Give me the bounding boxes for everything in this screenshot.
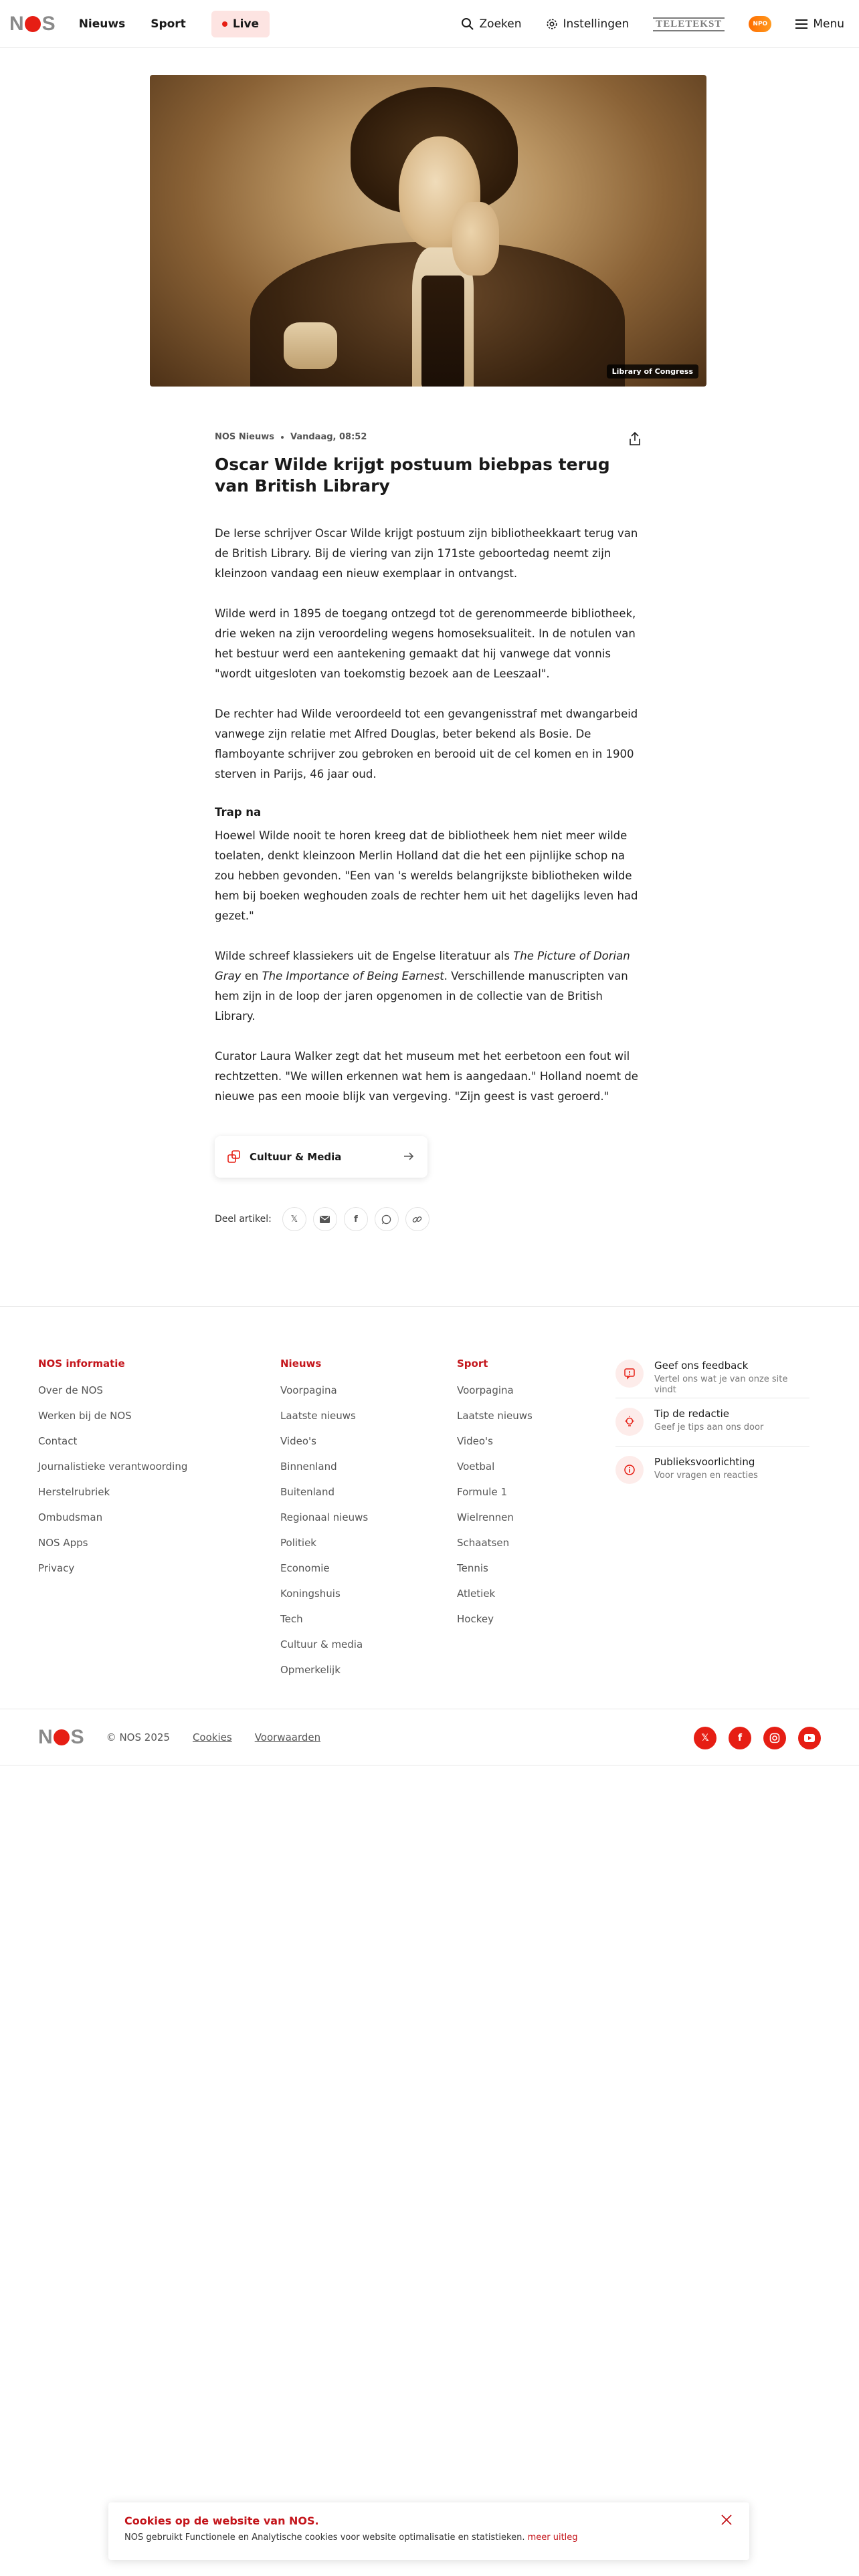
topic-label: Cultuur & Media — [250, 1151, 342, 1163]
site-header — [0, 0, 859, 48]
share-facebook-button[interactable] — [344, 1207, 368, 1231]
article-source: NOS Nieuws — [215, 432, 274, 442]
footer-bottom-bar — [0, 1709, 859, 1765]
menu-button[interactable] — [795, 17, 844, 31]
footer-link[interactable]: Video's — [280, 1435, 316, 1447]
feedback-link[interactable] — [615, 1350, 809, 1398]
article-subheading: Trap na — [215, 806, 262, 819]
book-title-1: The Picture of Dorian Gray — [215, 950, 630, 982]
footer-nos-logo[interactable]: N S — [38, 1725, 84, 1748]
footer-link[interactable]: Video's — [457, 1435, 493, 1447]
footer-link[interactable]: NOS Apps — [38, 1537, 88, 1549]
article-time: Vandaag, 08:52 — [290, 432, 367, 442]
footer-link[interactable]: Schaatsen — [457, 1537, 510, 1549]
footer-link[interactable]: Voetbal — [457, 1461, 495, 1473]
share-icon[interactable] — [627, 431, 643, 447]
share-whatsapp-button[interactable] — [375, 1207, 399, 1231]
topic-card[interactable] — [215, 1136, 427, 1178]
x-icon: 𝕏 — [290, 1214, 298, 1224]
social-links — [694, 1727, 821, 1749]
live-dot-icon — [222, 21, 227, 27]
mail-icon — [320, 1216, 330, 1223]
footer-link[interactable]: Voorpagina — [280, 1384, 337, 1396]
cookie-banner — [108, 2502, 749, 2560]
menu-label: Menu — [813, 17, 844, 31]
footer-box-subtitle: Vertel ons wat je van onze site vindt — [654, 1374, 788, 1395]
info-icon — [615, 1456, 644, 1484]
share-label: Deel artikel: — [215, 1214, 272, 1224]
footer-col-nos-info — [38, 1358, 187, 1581]
settings-button[interactable] — [546, 17, 630, 31]
hero-cuff — [284, 322, 337, 369]
footer-link[interactable]: Herstelrubriek — [38, 1486, 110, 1498]
footer-box-subtitle: Voor vragen en reacties — [654, 1471, 758, 1481]
hero-image — [150, 75, 706, 387]
hero-hand — [452, 202, 499, 276]
main-nav — [79, 11, 270, 37]
article-body — [215, 524, 643, 1107]
arrow-right-icon — [402, 1150, 415, 1163]
footer-box-subtitle: Geef je tips aan ons door — [654, 1422, 764, 1432]
paragraph-2: Wilde werd in 1895 de toegang ontzegd tot de gerenommeerde bibliotheek, drie weken na zijn veroordeling wegens homoseksualiteit. In de notulen van het bestuur werd een aantekening gemaakt dat hij vanwege dat vonnis "wordt uitgesloten van toekomstig bezoek aan de Leeszaal". — [215, 607, 636, 680]
image-credit: Library of Congress — [607, 364, 698, 379]
link-icon — [412, 1214, 422, 1224]
whatsapp-icon — [381, 1214, 391, 1224]
nav-nieuws[interactable]: Nieuws — [78, 17, 126, 31]
paragraph-3: De rechter had Wilde veroordeeld tot een gevangenisstraf met dwangarbeid vanwege zijn relatie met Alfred Douglas, beter bekend als Bosie. De flamboyante schrijver zou gebroken en berooid uit de cel komen en in 1900 sterven in Parijs, 46 jaar oud. — [215, 708, 638, 780]
article-title: Oscar Wilde krijgt postuum biebpas terug van British Library — [215, 455, 610, 496]
info-link[interactable] — [615, 1446, 809, 1495]
footer-box-title: Tip de redactie — [654, 1408, 729, 1420]
footer-col-sport — [457, 1358, 533, 1632]
facebook-social-icon[interactable]: f — [729, 1727, 751, 1749]
copyright: © NOS 2025 — [106, 1731, 170, 1743]
search-icon — [461, 17, 474, 31]
footer-link[interactable]: Koningshuis — [280, 1588, 341, 1600]
footer-box-title: Geef ons feedback — [654, 1360, 749, 1372]
site-footer — [0, 1306, 859, 1676]
paragraph-5-text-c: . Verschillende manuscripten van hem zijn in de loop der jaren opgenomen in de collectie van de British Library. — [215, 970, 628, 1023]
footer-link[interactable]: Regionaal nieuws — [280, 1511, 369, 1523]
culture-icon — [227, 1150, 242, 1164]
paragraph-5-text-a: Wilde schreef klassiekers uit de Engelse literatuur als — [215, 950, 514, 962]
footer-link[interactable]: Opmerkelijk — [280, 1664, 341, 1676]
footer-link[interactable]: Politiek — [280, 1537, 316, 1549]
footer-link[interactable]: Ombudsman — [38, 1511, 103, 1523]
footer-box-title: Publieksvoorlichting — [654, 1456, 755, 1468]
gear-icon — [546, 18, 558, 30]
share-row — [215, 1207, 643, 1231]
facebook-icon: f — [354, 1214, 358, 1224]
footer-link[interactable]: Binnenland — [280, 1461, 337, 1473]
footer-col-title: Sport — [457, 1358, 488, 1370]
header-tools — [461, 0, 844, 48]
footer-col-title: NOS informatie — [38, 1358, 125, 1370]
footer-link[interactable]: Atletiek — [457, 1588, 496, 1600]
footer-link[interactable]: Journalistieke verantwoording — [38, 1461, 188, 1473]
article — [215, 432, 643, 1231]
footer-link[interactable]: Formule 1 — [457, 1486, 507, 1498]
footer-link[interactable]: Tech — [280, 1613, 303, 1625]
cookie-text — [124, 2533, 733, 2543]
footer-link[interactable]: Laatste nieuws — [457, 1410, 533, 1422]
feedback-icon — [615, 1360, 644, 1388]
live-button[interactable] — [211, 11, 270, 37]
footer-link[interactable]: Cultuur & media — [280, 1638, 363, 1650]
hamburger-icon — [795, 19, 807, 29]
footer-link[interactable]: Wielrennen — [457, 1511, 514, 1523]
lightbulb-icon — [615, 1408, 644, 1436]
npo-logo[interactable]: NPO — [749, 16, 771, 32]
footer-col-title: Nieuws — [280, 1358, 322, 1370]
youtube-social-icon[interactable] — [798, 1727, 821, 1749]
footer-link[interactable]: Tennis — [457, 1562, 488, 1574]
footer-link[interactable]: Laatste nieuws — [280, 1410, 356, 1422]
footer-contact-box — [615, 1350, 809, 1495]
cookie-title: Cookies op de website van NOS. — [124, 2514, 319, 2527]
settings-label: Instellingen — [563, 17, 630, 31]
live-label: Live — [232, 17, 260, 31]
cookie-description: NOS gebruikt Functionele en Analytische cookies voor website optimalisatie en statistieken. — [124, 2533, 525, 2543]
footer-link[interactable]: Privacy — [38, 1562, 75, 1574]
paragraph-5-text-b: en — [241, 970, 262, 982]
meta-separator — [281, 436, 284, 439]
search-button[interactable] — [461, 17, 522, 31]
footer-link[interactable]: Economie — [280, 1562, 330, 1574]
hero-tie — [421, 276, 464, 387]
paragraph-6: Curator Laura Walker zegt dat het museum met het eerbetoon een fout wil rechtzetten. "We willen erkennen wat hem is aangedaan." Holland noemt de nieuwe pas een mooie blijk van vergeving. "Zijn geest is vast geroerd." — [215, 1050, 638, 1103]
nos-logo[interactable]: N S — [9, 12, 55, 35]
nav-sport[interactable]: Sport — [151, 17, 186, 31]
search-label: Zoeken — [479, 17, 522, 31]
footer-col-nieuws — [280, 1358, 368, 1683]
footer-link[interactable]: Hockey — [457, 1613, 494, 1625]
teletekst-link[interactable]: TELETEKST — [653, 17, 725, 31]
footer-link[interactable]: Werken bij de NOS — [38, 1410, 132, 1422]
terms-link[interactable]: Voorwaarden — [254, 1731, 321, 1743]
footer-link[interactable]: Buitenland — [280, 1486, 335, 1498]
close-icon[interactable] — [719, 2512, 735, 2528]
footer-link[interactable]: Contact — [38, 1435, 78, 1447]
book-title-2: The Importance of Being Earnest — [262, 970, 444, 982]
instagram-social-icon[interactable] — [763, 1727, 786, 1749]
cookies-link[interactable]: Cookies — [192, 1731, 232, 1743]
paragraph-5 — [215, 946, 643, 1027]
footer-link[interactable]: Over de NOS — [38, 1384, 103, 1396]
share-email-button[interactable] — [313, 1207, 337, 1231]
share-x-button[interactable] — [282, 1207, 306, 1231]
tip-link[interactable] — [615, 1398, 809, 1446]
paragraph-1: De Ierse schrijver Oscar Wilde krijgt postuum zijn bibliotheekkaart terug van de British Library. Bij de viering van zijn 171ste geboortedag neemt zijn kleinzoon vandaag een nieuw exemplaar in ontvangst. — [215, 527, 638, 580]
paragraph-4: Hoewel Wilde nooit te horen kreeg dat de bibliotheek hem niet meer wilde toelaten, denkt kleinzoon Merlin Holland dat die het een pijnlijke schop na zou hebben gevonden. "Een van 's werelds belangrijkste bibliotheken wilde hem bij boeken weghouden zoals de rechter hem uit het dagelijks leven had gezet." — [215, 829, 638, 922]
x-social-icon[interactable]: 𝕏 — [694, 1727, 717, 1749]
cookie-more-link[interactable]: meer uitleg — [527, 2533, 578, 2543]
footer-link[interactable]: Voorpagina — [457, 1384, 514, 1396]
share-link-button[interactable] — [405, 1207, 430, 1231]
article-meta — [215, 432, 643, 442]
